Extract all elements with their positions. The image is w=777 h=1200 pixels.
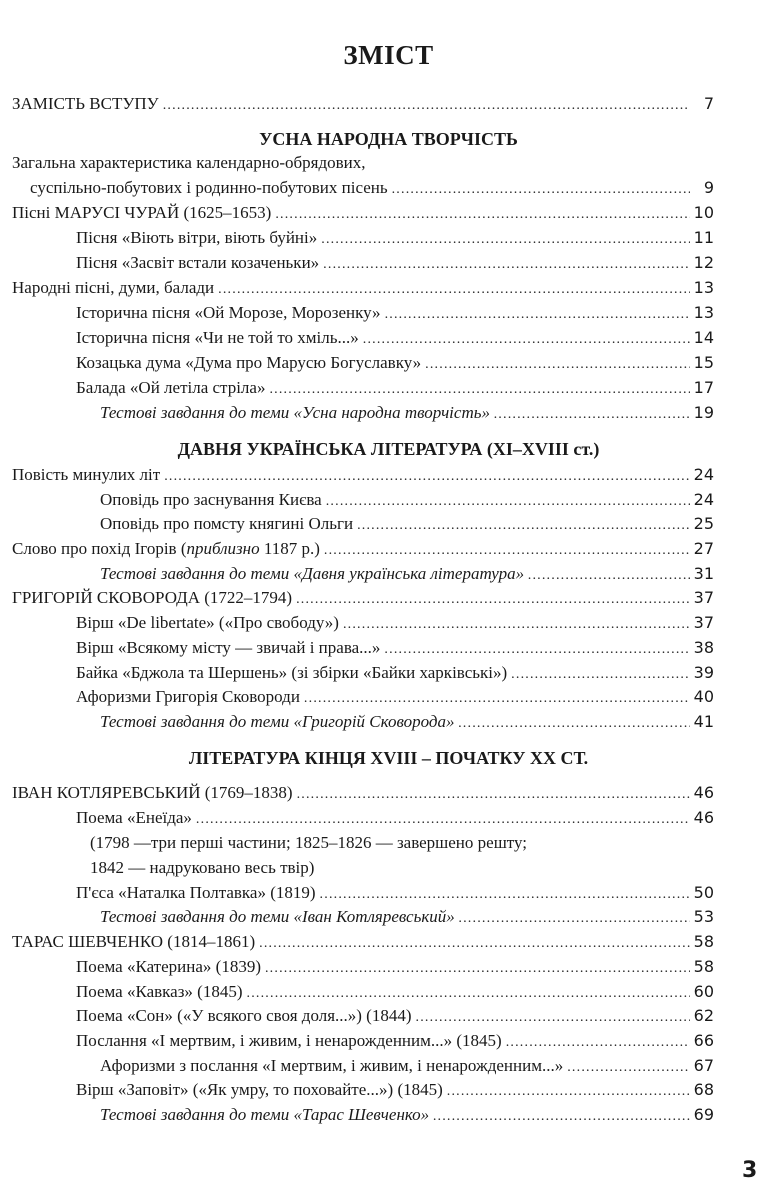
toc-entry-page: 24 bbox=[693, 490, 714, 509]
dot-leader bbox=[321, 227, 689, 252]
toc-entry-page: 10 bbox=[693, 203, 714, 222]
toc-entry-label: суспільно-побутових і родинно-побутових пісень bbox=[30, 178, 388, 197]
toc-entry bbox=[100, 1053, 714, 1078]
dot-leader bbox=[304, 686, 690, 711]
toc-entry bbox=[12, 780, 714, 805]
toc-entry-page: 31 bbox=[693, 564, 714, 583]
dot-leader bbox=[343, 612, 690, 637]
toc-entry-page: 15 bbox=[693, 353, 714, 372]
toc-entry-test bbox=[100, 709, 714, 734]
dot-leader bbox=[392, 177, 690, 202]
toc-entry-test bbox=[100, 904, 714, 929]
toc-entry-page: 62 bbox=[693, 1006, 714, 1025]
toc-entry-page: 40 bbox=[693, 687, 714, 706]
toc-entry-page: 25 bbox=[693, 514, 714, 533]
toc-entry-page: 11 bbox=[693, 228, 714, 247]
dot-leader bbox=[506, 1030, 690, 1055]
toc-entry-page: 46 bbox=[693, 783, 714, 802]
toc-entry bbox=[76, 684, 714, 709]
toc-entry bbox=[76, 225, 714, 250]
dot-leader bbox=[196, 807, 690, 832]
toc-entry-label: ІВАН КОТЛЯРЕВСЬКИЙ (1769–1838) bbox=[12, 783, 293, 802]
toc-entry bbox=[12, 462, 714, 487]
dot-leader bbox=[218, 277, 690, 302]
toc-entry bbox=[30, 175, 714, 200]
toc-entry-page: 67 bbox=[693, 1056, 714, 1075]
toc-entry-label: Пісня «Засвіт встали козаченьки» bbox=[76, 253, 320, 272]
dot-leader bbox=[458, 711, 689, 736]
toc-entry-label: Вірш «Всякому місту — звичай і права...» bbox=[76, 638, 381, 657]
dot-leader bbox=[163, 93, 690, 118]
dot-leader bbox=[416, 1005, 690, 1030]
toc-entry-test bbox=[100, 1102, 714, 1127]
toc-entry-line: Загальна характеристика календарно-обрядових, bbox=[12, 153, 366, 172]
toc-entry-label: Тестові завдання до теми «Тарас Шевченко» bbox=[100, 1105, 430, 1124]
dot-leader bbox=[275, 202, 689, 227]
toc-entry-page: 38 bbox=[693, 638, 714, 657]
toc-entry-page: 9 bbox=[703, 178, 714, 197]
dot-leader bbox=[385, 302, 690, 327]
toc-entry-page: 37 bbox=[693, 588, 714, 607]
toc-entry bbox=[76, 250, 714, 275]
toc-entry-label: Тестові завдання до теми «Усна народна творчість» bbox=[100, 403, 490, 422]
toc-entry-label: Балада «Ой летіла стріла» bbox=[76, 378, 266, 397]
page-number: 3 bbox=[742, 1158, 758, 1183]
section-heading-modern: ЛІТЕРАТУРА КІНЦЯ XVIII – ПОЧАТКУ XX СТ. bbox=[188, 748, 589, 768]
toc-entry-page: 13 bbox=[693, 278, 714, 297]
dot-leader bbox=[269, 377, 689, 402]
toc-entry-page: 41 bbox=[693, 712, 714, 731]
toc-entry-label: П'єса «Наталка Полтавка» (1819) bbox=[76, 883, 316, 902]
toc-entry-label: Афоризми з послання «І мертвим, і живим, і ненарожденним...» bbox=[100, 1056, 564, 1075]
toc-entry-label: Поема «Енеїда» bbox=[76, 808, 192, 827]
toc-entry-label-part: 1187 р.) bbox=[259, 539, 320, 558]
page-title: ЗМІСТ bbox=[343, 40, 434, 70]
dot-leader bbox=[259, 931, 690, 956]
toc-entry-page: 13 bbox=[693, 303, 714, 322]
toc-entry-page: 37 bbox=[693, 613, 714, 632]
toc-entry bbox=[76, 1003, 714, 1028]
toc-entry-page: 58 bbox=[693, 932, 714, 951]
toc-entry bbox=[100, 511, 714, 536]
toc-entry-page: 17 bbox=[693, 378, 714, 397]
toc-entry-label: Афоризми Григорія Сковороди bbox=[76, 687, 300, 706]
toc-entry-test bbox=[100, 561, 714, 586]
toc-entry bbox=[76, 325, 714, 350]
toc-entry-label: Козацька дума «Дума про Марусю Богуславку» bbox=[76, 353, 422, 372]
toc-entry-page: 12 bbox=[693, 253, 714, 272]
toc-entry bbox=[12, 200, 714, 225]
toc-entry-label: Вірш «Заповіт» («Як умру, то поховайте...») (1845) bbox=[76, 1080, 443, 1099]
toc-entry-label: Пісні МАРУСІ ЧУРАЙ (1625–1653) bbox=[12, 203, 272, 222]
dot-leader bbox=[494, 402, 690, 427]
toc-entry-label: Народні пісні, думи, балади bbox=[12, 278, 215, 297]
dot-leader bbox=[265, 956, 690, 981]
toc-entry bbox=[76, 1028, 714, 1053]
toc-entry bbox=[76, 660, 714, 685]
toc-entry-label: Пісня «Віють вітри, віють буйні» bbox=[76, 228, 318, 247]
toc-entry-page: 60 bbox=[693, 982, 714, 1001]
toc-entry-label: Поема «Катерина» (1839) bbox=[76, 957, 261, 976]
toc-entry bbox=[76, 635, 714, 660]
toc-entry bbox=[12, 585, 714, 610]
toc-entry-page: 39 bbox=[693, 663, 714, 682]
toc-entry-label: Поема «Сон» («У всякого своя доля...») (1844) bbox=[76, 1006, 412, 1025]
toc-entry-page: 69 bbox=[693, 1105, 714, 1124]
dot-leader bbox=[296, 587, 690, 612]
dot-leader bbox=[164, 464, 689, 489]
toc-entry-label: ЗАМІСТЬ ВСТУПУ bbox=[12, 94, 159, 113]
toc-entry-label: Поема «Кавказ» (1845) bbox=[76, 982, 243, 1001]
toc-entry-page: 19 bbox=[693, 403, 714, 422]
toc-entry-note: (1798 —три перші частини; 1825–1826 — завершено решту; bbox=[90, 833, 527, 852]
toc-entry-page: 24 bbox=[693, 465, 714, 484]
toc-entry-label: ТАРАС ШЕВЧЕНКО (1814–1861) bbox=[12, 932, 256, 951]
dot-leader bbox=[297, 782, 690, 807]
toc-entry-label: Історична пісня «Чи не той то хміль...» bbox=[76, 328, 359, 347]
toc-entry-page: 27 bbox=[693, 539, 714, 558]
toc-entry bbox=[76, 350, 714, 375]
toc-entry-label: Оповідь про заснування Києва bbox=[100, 490, 322, 509]
toc-entry-label: Тестові завдання до теми «Давня українська література» bbox=[100, 564, 525, 583]
toc-entry-label-italic: приблизно bbox=[186, 539, 260, 558]
toc-entry bbox=[12, 929, 714, 954]
toc-entry-label: Оповідь про помсту княгині Ольги bbox=[100, 514, 354, 533]
toc-entry-page: 50 bbox=[693, 883, 714, 902]
dot-leader bbox=[447, 1079, 690, 1104]
toc-entry bbox=[76, 979, 714, 1004]
toc-entry bbox=[76, 300, 714, 325]
dot-leader bbox=[324, 538, 690, 563]
dot-leader bbox=[425, 352, 690, 377]
toc-entry-label: Історична пісня «Ой Морозе, Морозенку» bbox=[76, 303, 381, 322]
toc-entry-label: Вірш «De libertate» («Про свободу») bbox=[76, 613, 339, 632]
toc-entry bbox=[76, 880, 714, 905]
toc-entry-note: 1842 — надруковано весь твір) bbox=[90, 858, 315, 877]
toc-entry bbox=[76, 375, 714, 400]
dot-leader bbox=[384, 637, 689, 662]
toc-entry bbox=[76, 954, 714, 979]
toc-entry-label: Тестові завдання до теми «Григорій Сковорода» bbox=[100, 712, 455, 731]
toc-entry-label: Послання «І мертвим, і живим, і ненарожденним...» (1845) bbox=[76, 1031, 502, 1050]
dot-leader bbox=[433, 1104, 689, 1129]
toc-entry-label: Тестові завдання до теми «Іван Котляревський» bbox=[100, 907, 455, 926]
toc-entry-label-part: Слово про похід Ігорів ( bbox=[12, 539, 187, 558]
toc-entry bbox=[100, 487, 714, 512]
toc-entry-page: 53 bbox=[693, 907, 714, 926]
toc-entry bbox=[12, 536, 714, 561]
toc-entry-label: ГРИГОРІЙ СКОВОРОДА (1722–1794) bbox=[12, 588, 293, 607]
toc-entry-page: 46 bbox=[693, 808, 714, 827]
dot-leader bbox=[363, 327, 690, 352]
section-heading-folk: УСНА НАРОДНА ТВОРЧІСТЬ bbox=[259, 129, 518, 149]
toc-entry-page: 58 bbox=[693, 957, 714, 976]
toc-entry bbox=[76, 805, 714, 830]
dot-leader bbox=[357, 513, 690, 538]
toc-entry-page: 66 bbox=[693, 1031, 714, 1050]
dot-leader bbox=[459, 906, 690, 931]
dot-leader bbox=[323, 252, 689, 277]
toc-entry bbox=[76, 1077, 714, 1102]
toc-entry bbox=[76, 610, 714, 635]
toc-entry-page: 14 bbox=[693, 328, 714, 347]
toc-entry bbox=[12, 275, 714, 300]
toc-entry-label bbox=[12, 536, 320, 561]
toc-entry-test bbox=[100, 400, 714, 425]
toc-entry-label: Байка «Бджола та Шершень» (зі збірки «Байки харківські») bbox=[76, 663, 508, 682]
toc-entry-intro bbox=[12, 91, 714, 116]
toc-entry-page: 68 bbox=[693, 1080, 714, 1099]
section-heading-ancient: ДАВНЯ УКРАЇНСЬКА ЛІТЕРАТУРА (XI–XVIII ст.) bbox=[177, 439, 600, 459]
toc-entry-label: Повість минулих літ bbox=[12, 465, 161, 484]
toc-entry-page: 7 bbox=[703, 94, 714, 113]
